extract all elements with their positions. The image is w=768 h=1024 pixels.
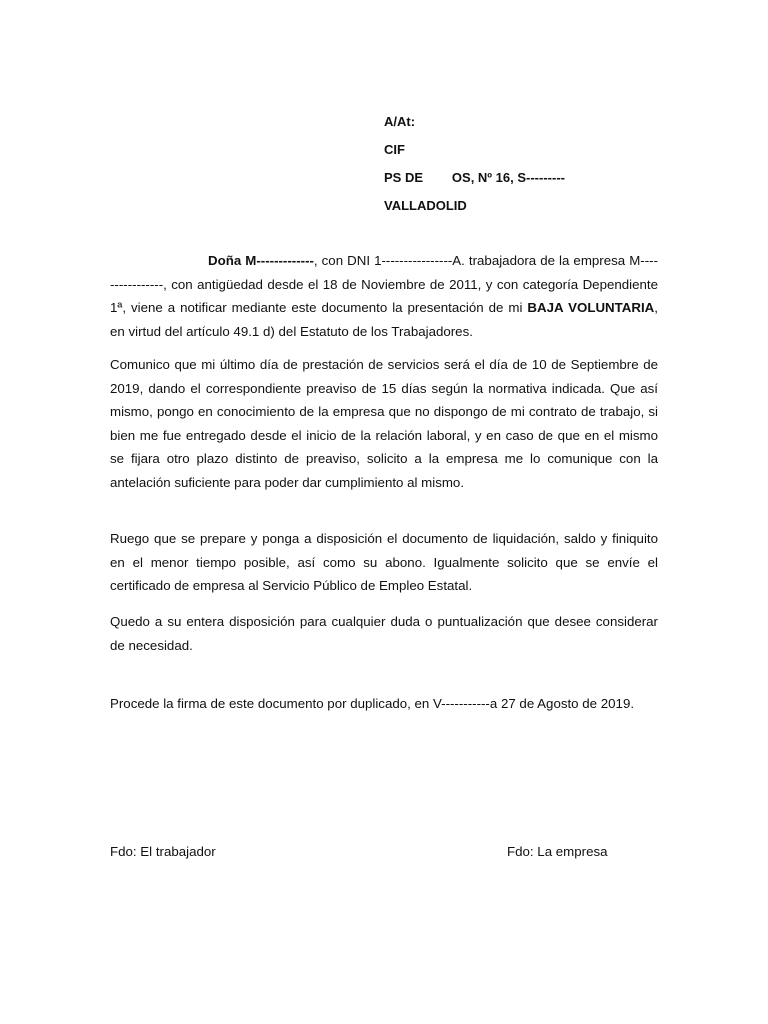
address-street: PS DE OS, Nº 16, S--------- <box>384 170 565 185</box>
paragraph-resignation-notice <box>110 249 658 343</box>
paragraph-last-day: Comunico que mi último día de prestación de servicios será el día de 10 de Septiembre de 2019, dando el correspondiente preaviso de 15 días según la normativa indicada. Que así mismo, pongo en conocimiento de la empresa que no dispongo de mi contrato de trabajo, si bien me fue entregado desde el inicio de la relación laboral, y en caso de que en el mismo se fijara otro plazo distinto de preaviso, solicito a la empresa me lo comunique con la antelación suficiente para poder dar cumplimiento al mismo. <box>110 357 658 490</box>
paragraph1-text-2: , en virtud del artículo 49.1 d) del Estatuto de los Trabajadores. <box>110 300 658 339</box>
paragraph-availability: Quedo a su entera disposición para cualquier duda o puntualización que desee considerar de necesidad. <box>110 614 658 653</box>
recipient-address <box>384 112 565 224</box>
paragraph-settlement-request: Ruego que se prepare y ponga a disposición el documento de liquidación, saldo y finiquito en el menor tiempo posible, así como su abono. Igualmente solicito que se envíe el certificado de empresa al Servicio Público de Empleo Estatal. <box>110 531 658 593</box>
employee-name: Doña M------------- <box>208 253 314 268</box>
address-attention: A/At: <box>384 114 416 129</box>
address-cif: CIF <box>384 142 405 157</box>
paragraph-signing-place-date: Procede la firma de este documento por duplicado, en V-----------a 27 de Agosto de 2019. <box>110 696 635 711</box>
signature-worker: Fdo: El trabajador <box>110 844 216 859</box>
paragraph1-text-1: , con DNI 1----------------A. trabajadora de la empresa M----------------, con antigüedad desde el 18 de Noviembre de 2011, y con categoría Dependiente 1ª, viene a notificar mediante este documento la presentación de mi <box>110 253 658 315</box>
signature-company: Fdo: La empresa <box>507 844 608 859</box>
address-city: VALLADOLID <box>384 198 467 213</box>
resignation-emphasis: BAJA VOLUNTARIA <box>527 300 655 315</box>
